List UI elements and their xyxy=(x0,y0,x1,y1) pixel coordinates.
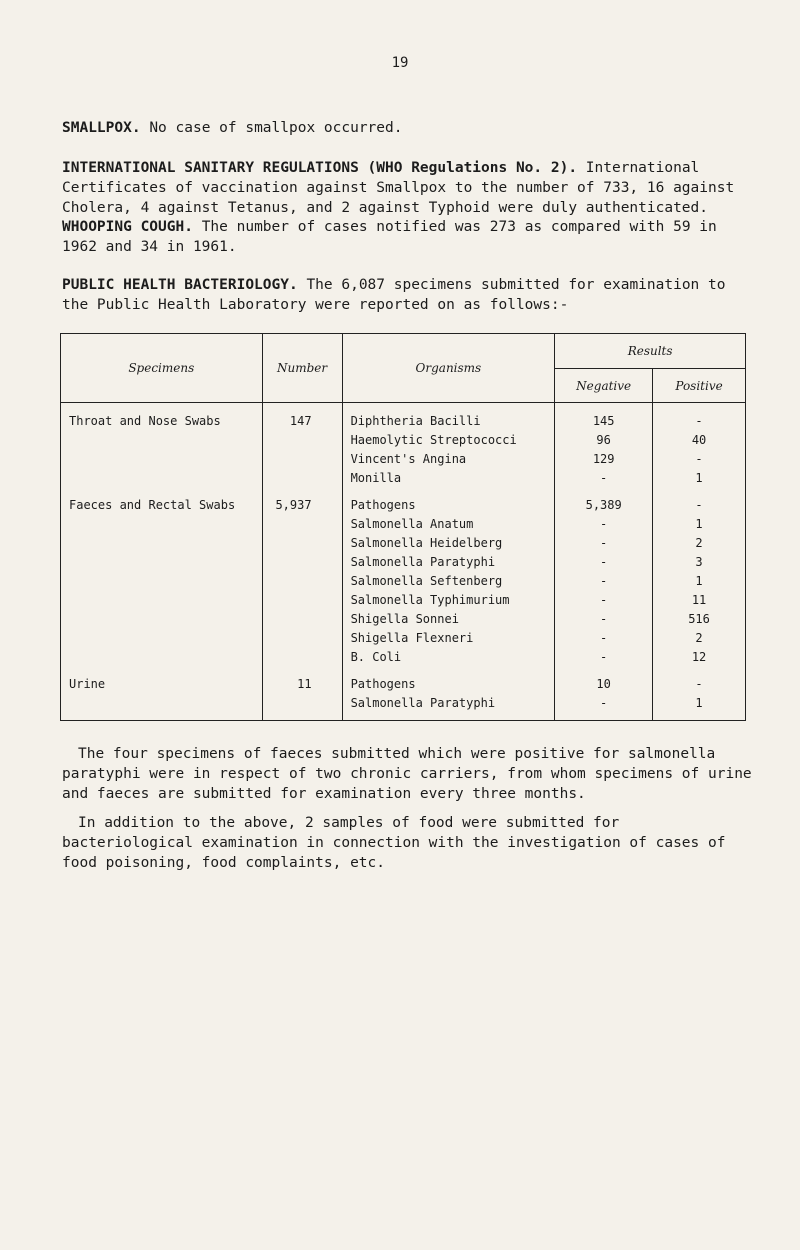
organism-cell: Salmonella Anatum xyxy=(342,514,555,533)
number-cell xyxy=(262,514,342,533)
positive-cell: 1 xyxy=(653,468,746,487)
bacteriology-text: The 6,087 specimens submitted for examination to the Public Health Laboratory were reported on as follows:- xyxy=(62,277,726,313)
whooping-cough-heading: WHOOPING COUGH. xyxy=(62,219,193,235)
isr-text: International Certificates of vaccination against Smallpox to the number of 733, 16 against Cholera, 4 against Tetanus, and 2 against Typhoid were duly authenticated. xyxy=(62,160,735,216)
negative-cell: - xyxy=(555,468,653,487)
number-cell xyxy=(262,647,342,666)
number-cell xyxy=(262,590,342,609)
table-row xyxy=(61,647,746,666)
positive-cell: 12 xyxy=(653,647,746,666)
specimen-cell xyxy=(61,430,263,449)
positive-cell: - xyxy=(653,411,746,430)
organism-cell: Salmonella Heidelberg xyxy=(342,533,555,552)
table-row xyxy=(61,571,746,590)
header-negative: Negative xyxy=(555,369,653,403)
organism-cell: Salmonella Typhimurium xyxy=(342,590,555,609)
table-row xyxy=(61,693,746,712)
organism-cell: Pathogens xyxy=(342,674,555,693)
positive-cell: - xyxy=(653,674,746,693)
number-cell xyxy=(262,571,342,590)
specimen-cell xyxy=(61,693,263,712)
negative-cell: - xyxy=(555,609,653,628)
isr-paragraph xyxy=(62,158,752,218)
positive-cell: 2 xyxy=(653,628,746,647)
table-row xyxy=(61,590,746,609)
whooping-cough-paragraph xyxy=(62,217,752,257)
table-row xyxy=(61,514,746,533)
organism-cell: Salmonella Paratyphi xyxy=(342,552,555,571)
specimen-cell: Faeces and Rectal Swabs xyxy=(61,495,263,514)
number-cell: 147 xyxy=(262,411,342,430)
specimen-cell xyxy=(61,533,263,552)
positive-cell: 1 xyxy=(653,693,746,712)
header-organisms: Organisms xyxy=(342,334,555,403)
negative-cell: - xyxy=(555,628,653,647)
table-row xyxy=(61,449,746,468)
specimen-cell xyxy=(61,468,263,487)
negative-cell: 96 xyxy=(555,430,653,449)
number-cell xyxy=(262,552,342,571)
number-cell: 11 xyxy=(262,674,342,693)
specimen-cell: Urine xyxy=(61,674,263,693)
negative-cell: 145 xyxy=(555,411,653,430)
negative-cell: - xyxy=(555,571,653,590)
isr-heading: INTERNATIONAL SANITARY REGULATIONS (WHO Regulations No. 2). xyxy=(62,160,578,176)
organism-cell: Vincent's Angina xyxy=(342,449,555,468)
number-cell xyxy=(262,609,342,628)
table-row xyxy=(61,533,746,552)
organism-cell: Monilla xyxy=(342,468,555,487)
organism-cell: Shigella Flexneri xyxy=(342,628,555,647)
specimen-cell: Throat and Nose Swabs xyxy=(61,411,263,430)
positive-cell: 11 xyxy=(653,590,746,609)
results-table xyxy=(60,333,746,721)
table-row xyxy=(61,411,746,430)
smallpox-heading: SMALLPOX. xyxy=(62,120,141,136)
positive-cell: - xyxy=(653,449,746,468)
number-cell xyxy=(262,628,342,647)
table-row xyxy=(61,495,746,514)
smallpox-paragraph xyxy=(62,118,752,138)
table-row xyxy=(61,674,746,693)
number-cell xyxy=(262,449,342,468)
positive-cell: 1 xyxy=(653,514,746,533)
organism-cell: Pathogens xyxy=(342,495,555,514)
number-cell xyxy=(262,430,342,449)
number-cell xyxy=(262,468,342,487)
specimen-cell xyxy=(61,628,263,647)
smallpox-text: No case of smallpox occurred. xyxy=(149,120,403,136)
positive-cell: - xyxy=(653,495,746,514)
positive-cell: 3 xyxy=(653,552,746,571)
table-row xyxy=(61,430,746,449)
table-row xyxy=(61,628,746,647)
header-results: Results xyxy=(555,334,746,369)
food-samples-paragraph: In addition to the above, 2 samples of food were submitted for bacteriological examination in connection with the investigation of cases of food poisoning, food complaints, etc. xyxy=(62,815,726,871)
number-cell xyxy=(262,533,342,552)
specimen-cell xyxy=(61,449,263,468)
whooping-cough-text: The number of cases notified was 273 as compared with 59 in 1962 and 34 in 1961. xyxy=(62,219,717,255)
negative-cell: - xyxy=(555,552,653,571)
organism-cell: Haemolytic Streptococci xyxy=(342,430,555,449)
specimen-cell xyxy=(61,590,263,609)
bacteriology-paragraph xyxy=(62,275,752,315)
organism-cell: Shigella Sonnei xyxy=(342,609,555,628)
positive-cell: 40 xyxy=(653,430,746,449)
specimen-cell xyxy=(61,514,263,533)
organism-cell: Salmonella Seftenberg xyxy=(342,571,555,590)
negative-cell: 129 xyxy=(555,449,653,468)
table-row xyxy=(61,468,746,487)
number-cell xyxy=(262,693,342,712)
bacteriology-heading: PUBLIC HEALTH BACTERIOLOGY. xyxy=(62,277,298,293)
specimen-cell xyxy=(61,571,263,590)
negative-cell: - xyxy=(555,514,653,533)
negative-cell: - xyxy=(555,533,653,552)
organism-cell: Salmonella Paratyphi xyxy=(342,693,555,712)
positive-cell: 1 xyxy=(653,571,746,590)
specimen-cell xyxy=(61,609,263,628)
table-row xyxy=(61,552,746,571)
page-number: 19 xyxy=(391,55,409,71)
header-positive: Positive xyxy=(653,369,746,403)
specimen-cell xyxy=(61,552,263,571)
specimen-cell xyxy=(61,647,263,666)
negative-cell: - xyxy=(555,590,653,609)
carriers-paragraph: The four specimens of faeces submitted which were positive for salmonella paratyphi were in respect of two chronic carriers, from whom specimens of urine and faeces are submitted for examination every three months. xyxy=(62,746,752,802)
number-cell: 5,937 xyxy=(262,495,342,514)
negative-cell: - xyxy=(555,693,653,712)
header-number: Number xyxy=(262,334,342,403)
table-row xyxy=(61,609,746,628)
positive-cell: 516 xyxy=(653,609,746,628)
negative-cell: 5,389 xyxy=(555,495,653,514)
header-specimens: Specimens xyxy=(61,334,263,403)
organism-cell: B. Coli xyxy=(342,647,555,666)
organism-cell: Diphtheria Bacilli xyxy=(342,411,555,430)
negative-cell: 10 xyxy=(555,674,653,693)
negative-cell: - xyxy=(555,647,653,666)
positive-cell: 2 xyxy=(653,533,746,552)
